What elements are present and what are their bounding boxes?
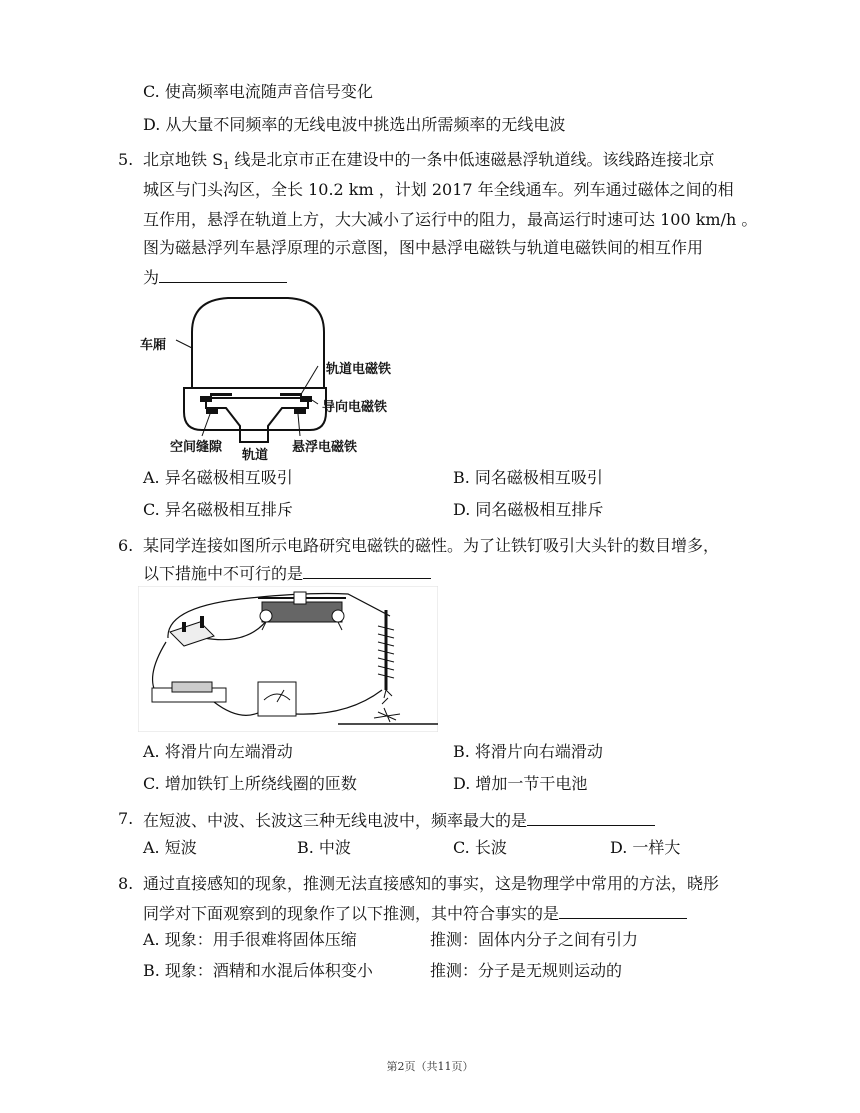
q5-line5: 为 <box>143 266 287 288</box>
q8-number: 8. <box>118 874 134 893</box>
q6-line2: 以下措施中不可行的是 <box>143 562 431 584</box>
q7-option-d: D. 一样大 <box>610 838 681 857</box>
answer-blank <box>559 902 687 919</box>
q8-option-b-phenomenon: B. 现象：酒精和水混后体积变小 <box>143 961 373 980</box>
q8-option-a-phenomenon: A. 现象：用手很难将固体压缩 <box>143 930 357 949</box>
q6-option-b: B. 将滑片向右端滑动 <box>453 742 603 761</box>
q8-option-a-inference: 推测：固体内分子之间有引力 <box>430 930 639 949</box>
answer-blank <box>527 809 655 826</box>
label-guide-magnet: 导向电磁铁 <box>322 400 388 415</box>
label-track-magnet: 轨道电磁铁 <box>326 362 392 377</box>
q8-line2: 同学对下面观察到的现象作了以下推测，其中符合事实的是 <box>143 902 687 924</box>
q7-option-a: A. 短波 <box>143 838 197 857</box>
label-gap: 空间缝隙 <box>170 440 223 455</box>
q7-option-b: B. 中波 <box>297 838 351 857</box>
q8-option-b-inference: 推测：分子是无规则运动的 <box>430 961 623 980</box>
label-carriage: 车厢 <box>140 338 167 353</box>
q7-line1: 在短波、中波、长波这三种无线电波中，频率最大的是 <box>143 809 655 831</box>
q7-number: 7. <box>118 809 134 828</box>
q6-option-d: D. 增加一节干电池 <box>453 774 588 793</box>
q6-number: 6. <box>118 536 134 555</box>
answer-blank <box>159 266 287 283</box>
q5-option-c: C. 异名磁极相互排斥 <box>143 500 293 519</box>
ammeter-icon <box>258 682 296 716</box>
label-levitation-magnet: 悬浮电磁铁 <box>292 440 358 455</box>
q8-line1: 通过直接感知的现象，推测无法直接感知的事实，这是物理学中常用的方法，晓彤 <box>143 874 720 893</box>
label-track: 轨道 <box>242 448 269 463</box>
q6-option-c: C. 增加铁钉上所绕线圈的匝数 <box>143 774 357 793</box>
q5-number: 5. <box>118 150 134 169</box>
q5-option-a: A. 异名磁极相互吸引 <box>143 468 293 487</box>
q6-line1: 某同学连接如图所示电路研究电磁铁的磁性。为了让铁钉吸引大头针的数目增多， <box>143 536 720 555</box>
q5-line4: 图为磁悬浮列车悬浮原理的示意图，图中悬浮电磁铁与轨道电磁铁间的相互作用 <box>143 238 704 257</box>
electromagnet-circuit-figure <box>138 586 438 732</box>
answer-blank <box>303 562 431 579</box>
q4-option-c: C. 使高频率电流随声音信号变化 <box>143 82 373 101</box>
q5-line3: 互作用，悬浮在轨道上方，大大减小了运行中的阻力，最高运行时速可达 100 km/h 。 <box>143 210 758 229</box>
q7-option-c: C. 长波 <box>453 838 507 857</box>
page-footer: 第2页（共11页） <box>386 1060 474 1073</box>
q4-option-d: D. 从大量不同频率的无线电波中挑选出所需频率的无线电波 <box>143 115 566 134</box>
q5-option-b: B. 同名磁极相互吸引 <box>453 468 603 487</box>
q6-option-a: A. 将滑片向左端滑动 <box>143 742 293 761</box>
q5-line1: 北京地铁 $S_1$ 线是北京市正在建设中的一条中低速磁悬浮轨道线。该线路连接北京 <box>143 150 715 173</box>
q5-option-d: D. 同名磁极相互排斥 <box>453 500 604 519</box>
q5-line2: 城区与门头沟区，全长 10.2 km ，计划 2017 年全线通车。列车通过磁体之间的相 <box>143 180 734 199</box>
